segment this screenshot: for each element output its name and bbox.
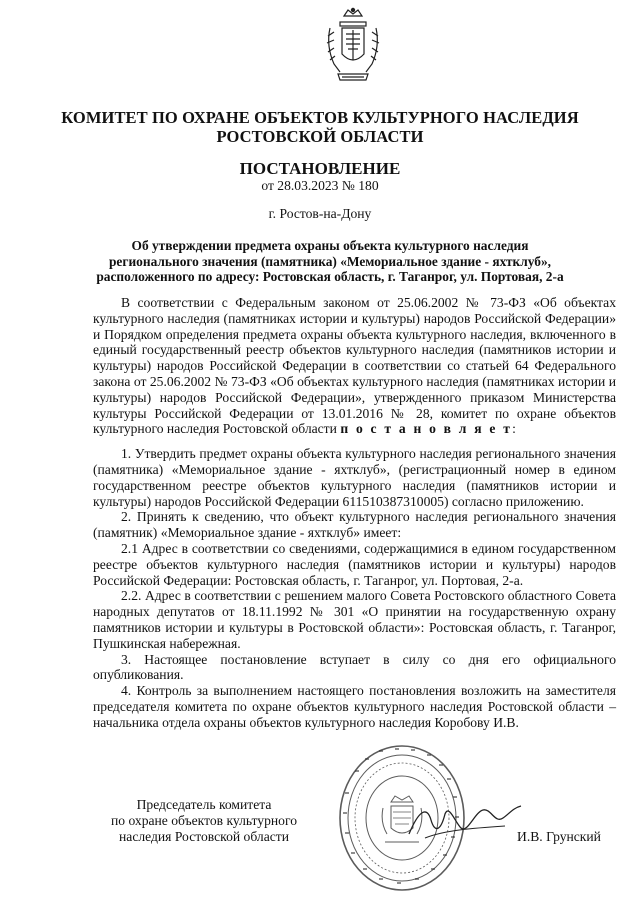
signatory-name: И.В. Грунский	[517, 829, 601, 844]
decree-colon: :	[512, 421, 516, 437]
signatory-title-line-2: по охране объектов культурного	[110, 813, 298, 828]
item-2-2: 2.2. Адрес в соответствии с решением малого Совета Ростовского областного Совета народных депутатов от 18.11.1992 № 301 «О принятии на государственную охрану памятников истории и культуры в Ростовской области»: Ростовская область, г. Таганрог, Пушкинская набережная.	[93, 588, 616, 651]
document-subject: Об утверждении предмета охраны объекта культурного наследия регионального значения (памятника) «Мемориальное здание - яхтклуб», расположенного по адресу: Ростовская область, г. Таганрог, ул. Портовая, 2-а	[96, 238, 564, 284]
signatory-title-line-3: наследия Ростовской области	[119, 829, 289, 844]
coat-of-arms-emblem	[322, 6, 384, 86]
organization-name: КОМИТЕТ ПО ОХРАНЕ ОБЪЕКТОВ КУЛЬТУРНОГО НАСЛЕДИЯ РОСТОВСКОЙ ОБЛАСТИ	[61, 108, 579, 146]
document-type: ПОСТАНОВЛЕНИЕ	[239, 159, 401, 178]
preamble-text: В соответствии с Федеральным законом от 25.06.2002 № 73-ФЗ «Об объектах культурного наследия (памятниках истории и культуры) народов Российской Федерации» и Порядком определения предмета охраны объекта культурного наследия, включенного в единый государственный реестр объектов культурного наследия (памятников истории и культуры) народов Российской Федерации в соответствии со статьей 64 Федерального закона от 25.06.2002 № 73-ФЗ «Об объектах культурного наследия (памятниках истории и культуры) народов Российской Федерации», утвержденного приказом Министерства культуры Российской Федерации от 13.01.2016 № 28, комитет по охране объектов культурного наследия Ростовской области	[93, 295, 616, 437]
document-city: г. Ростов-на-Дону	[268, 206, 372, 221]
item-4: 4. Контроль за выполнением настоящего постановления возложить на заместителя председателя комитета по охране объектов культурного наследия Ростовской области – начальника отдела охраны объектов культурного наследия Коробову И.В.	[93, 683, 616, 730]
item-2-1: 2.1 Адрес в соответствии со сведениями, содержащимися в едином государственном реестре объектов культурного наследия (памятников истории и культуры) народов Российской Федерации: Ростовская область, г. Таганрог, ул. Портовая, 2-а.	[93, 540, 616, 588]
decree-word: п о с т а н о в л я е т	[340, 421, 513, 437]
signatory-title-line-1: Председатель комитета	[136, 797, 272, 812]
item-3: 3. Настоящее постановление вступает в силу со дня его официального опубликования.	[93, 651, 616, 683]
handwritten-signature	[405, 800, 525, 845]
document-date-number: от 28.03.2023 № 180	[261, 178, 379, 193]
item-2: 2. Принять к сведению, что объект культурного наследия регионального значения (памятник) «Мемориальное здание - яхтклуб» имеет:	[93, 509, 616, 541]
document-body	[93, 295, 616, 731]
signatory-title	[92, 797, 316, 845]
item-1: 1. Утвердить предмет охраны объекта культурного наследия регионального значения (памятника) «Мемориальное здание - яхтклуб», (регистрационный номер в едином государственном реестре объектов культурного наследия (памятников истории и культуры) народов Российской Федерации 611510387310005) согласно приложению.	[93, 446, 616, 509]
preamble-paragraph	[93, 295, 616, 437]
